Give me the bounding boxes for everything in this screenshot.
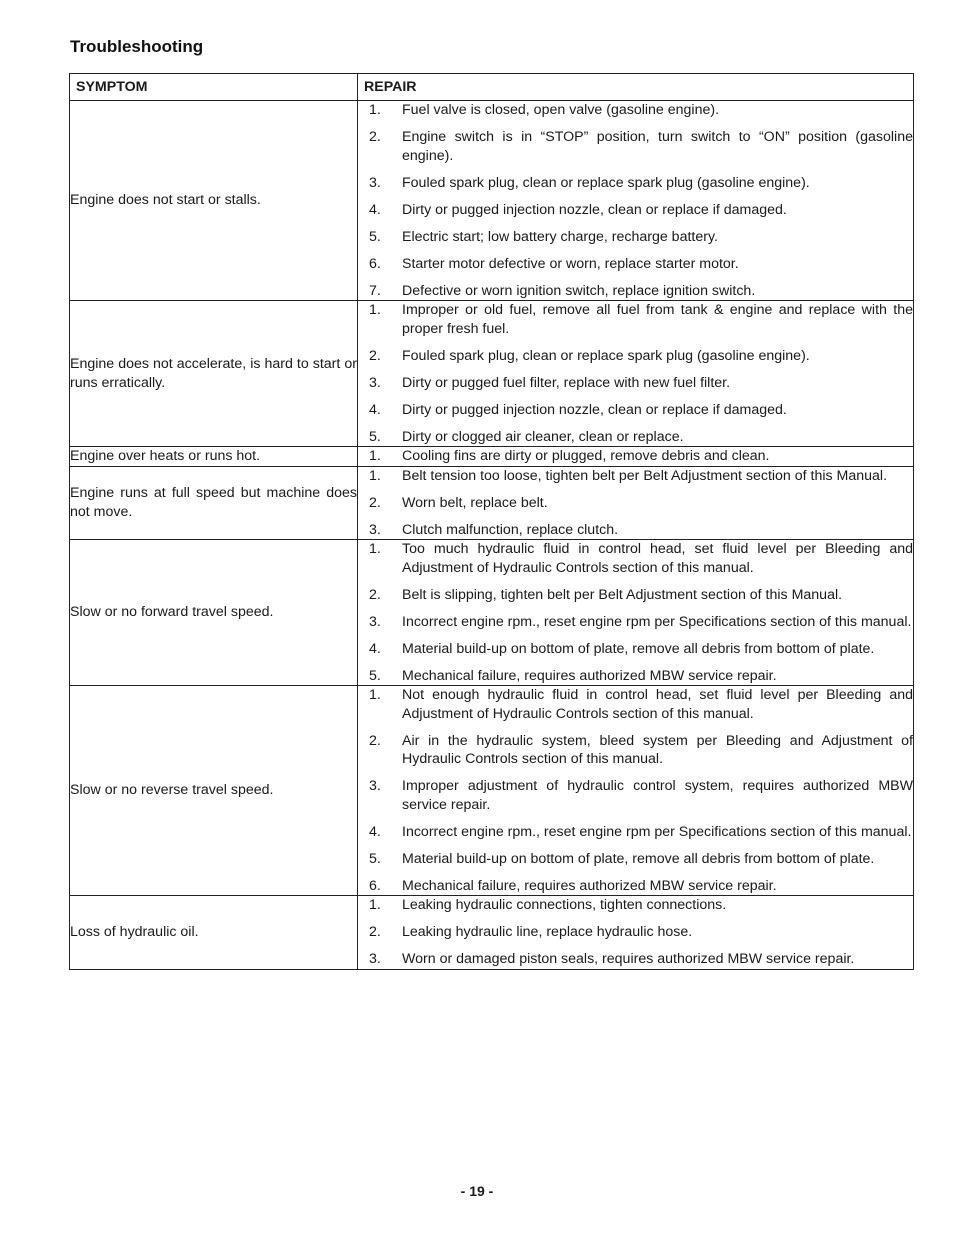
step-number: 1. (369, 897, 381, 913)
repair-step (358, 613, 913, 632)
repair-step (358, 732, 913, 769)
repair-step (358, 923, 913, 942)
step-number: 3. (369, 778, 381, 794)
repair-column-header: REPAIR (358, 74, 914, 101)
repair-step (358, 174, 913, 193)
repair-steps-list (358, 686, 913, 895)
step-text: Belt tension too loose, tighten belt per Belt Adjustment section of this Manual. (402, 467, 888, 484)
repair-steps-list (358, 467, 913, 540)
repair-step (358, 467, 913, 486)
step-number: 1. (369, 448, 381, 464)
repair-step (358, 401, 913, 420)
repair-step (358, 667, 913, 686)
step-text: Air in the hydraulic system, bleed system per Bleeding and Adjustment of Hydraulic Controls section of this manual. (402, 732, 913, 767)
repair-step (358, 447, 913, 466)
step-number: 1. (369, 302, 381, 318)
repair-cell (358, 686, 914, 896)
table-row (70, 686, 914, 896)
step-text: Mechanical failure, requires authorized MBW service repair. (402, 667, 777, 684)
repair-cell (358, 896, 914, 970)
repair-step (358, 640, 913, 659)
symptom-cell: Slow or no reverse travel speed. (70, 686, 358, 896)
step-text: Starter motor defective or worn, replace starter motor. (402, 255, 739, 272)
step-number: 6. (369, 877, 381, 894)
step-text: Leaking hydraulic connections, tighten connections. (402, 897, 727, 913)
symptom-cell: Loss of hydraulic oil. (70, 896, 358, 970)
repair-step (358, 896, 913, 915)
repair-step (358, 347, 913, 366)
repair-step (358, 540, 913, 577)
step-number: 1. (369, 541, 381, 557)
repair-step (358, 101, 913, 120)
step-number: 5. (369, 428, 381, 445)
step-number: 5. (369, 228, 381, 245)
step-text: Material build-up on bottom of plate, remove all debris from bottom of plate. (402, 640, 875, 657)
repair-step (358, 255, 913, 274)
repair-cell (358, 447, 914, 467)
step-number: 4. (369, 640, 381, 657)
page-number: - 19 - (460, 1183, 494, 1199)
step-number: 5. (369, 667, 381, 684)
step-text: Incorrect engine rpm., reset engine rpm per Specifications section of this manual. (402, 823, 912, 840)
repair-step (358, 201, 913, 220)
repair-step (358, 950, 913, 969)
repair-step (358, 128, 913, 165)
step-number: 3. (369, 374, 381, 391)
step-text: Fouled spark plug, clean or replace spark plug (gasoline engine). (402, 174, 810, 191)
step-text: Incorrect engine rpm., reset engine rpm per Specifications section of this manual. (402, 613, 912, 630)
step-number: 1. (369, 102, 381, 118)
step-number: 2. (369, 732, 381, 749)
step-text: Cooling fins are dirty or plugged, remove debris and clean. (402, 448, 770, 464)
table-row (70, 466, 914, 540)
step-text: Belt is slipping, tighten belt per Belt Adjustment section of this Manual. (402, 586, 843, 603)
step-text: Engine switch is in “STOP” position, turn switch to “ON” position (gasoline engine). (402, 129, 913, 164)
repair-steps-list (358, 447, 913, 466)
repair-cell (358, 301, 914, 447)
step-number: 2. (369, 586, 381, 603)
repair-steps-list (358, 301, 913, 446)
repair-step (358, 850, 913, 869)
step-text: Leaking hydraulic line, replace hydraulic hose. (402, 924, 693, 940)
step-number: 7. (369, 282, 381, 299)
repair-step (358, 777, 913, 814)
table-row (70, 540, 914, 686)
table-row (70, 896, 914, 970)
step-text: Defective or worn ignition switch, replace ignition switch. (402, 282, 756, 299)
symptom-cell: Engine does not accelerate, is hard to start or runs erratically. (70, 301, 358, 447)
step-text: Improper adjustment of hydraulic control system, requires authorized MBW service repair. (402, 778, 913, 813)
step-text: Worn or damaged piston seals, requires authorized MBW service repair. (402, 951, 855, 967)
symptom-cell: Engine does not start or stalls. (70, 101, 358, 301)
symptom-column-header: SYMPTOM (70, 74, 358, 101)
repair-step (358, 877, 913, 896)
step-number: 3. (369, 174, 381, 191)
repair-step (358, 428, 913, 447)
step-number: 2. (369, 924, 381, 940)
repair-step (358, 228, 913, 247)
repair-step (358, 494, 913, 513)
step-number: 4. (369, 401, 381, 418)
step-number: 3. (369, 521, 381, 538)
repair-cell (358, 466, 914, 540)
step-number: 2. (369, 347, 381, 364)
step-number: 4. (369, 823, 381, 840)
step-text: Dirty or pugged injection nozzle, clean or replace if damaged. (402, 201, 787, 218)
repair-step (358, 586, 913, 605)
table-header-row (70, 74, 914, 101)
step-text: Clutch malfunction, replace clutch. (402, 521, 619, 538)
step-number: 4. (369, 201, 381, 218)
repair-steps-list (358, 540, 913, 685)
repair-step (358, 521, 913, 540)
step-number: 6. (369, 255, 381, 272)
table-row (70, 447, 914, 467)
step-text: Too much hydraulic fluid in control head, set fluid level per Bleeding and Adjustment of Hydraulic Controls section of this manual. (402, 541, 913, 576)
step-number: 3. (369, 951, 381, 967)
table-row (70, 301, 914, 447)
step-text: Dirty or clogged air cleaner, clean or replace. (402, 428, 684, 445)
repair-steps-list (358, 101, 913, 300)
step-text: Material build-up on bottom of plate, remove all debris from bottom of plate. (402, 850, 875, 867)
step-text: Mechanical failure, requires authorized MBW service repair. (402, 877, 777, 894)
troubleshooting-table (69, 73, 914, 970)
repair-steps-list (358, 896, 913, 969)
page-title: Troubleshooting (70, 37, 204, 56)
step-text: Worn belt, replace belt. (402, 494, 548, 511)
step-number: 1. (369, 467, 381, 484)
repair-cell (358, 540, 914, 686)
repair-step (358, 823, 913, 842)
step-number: 1. (369, 687, 381, 703)
step-number: 5. (369, 850, 381, 867)
symptom-cell: Engine runs at full speed but machine does not move. (70, 466, 358, 540)
table-row (70, 101, 914, 301)
repair-step (358, 282, 913, 301)
step-number: 3. (369, 613, 381, 630)
repair-cell (358, 101, 914, 301)
repair-step (358, 301, 913, 338)
step-text: Electric start; low battery charge, recharge battery. (402, 228, 718, 245)
step-text: Fuel valve is closed, open valve (gasoline engine). (402, 102, 720, 118)
repair-step (358, 374, 913, 393)
symptom-cell: Slow or no forward travel speed. (70, 540, 358, 686)
step-text: Not enough hydraulic fluid in control head, set fluid level per Bleeding and Adjustment of Hydraulic Controls section of this manual. (402, 687, 913, 722)
step-text: Dirty or pugged injection nozzle, clean or replace if damaged. (402, 401, 787, 418)
symptom-cell: Engine over heats or runs hot. (70, 447, 358, 467)
step-number: 2. (369, 494, 381, 511)
step-text: Dirty or pugged fuel filter, replace with new fuel filter. (402, 374, 731, 391)
repair-step (358, 686, 913, 723)
step-text: Improper or old fuel, remove all fuel from tank & engine and replace with the proper fresh fuel. (402, 302, 913, 337)
step-number: 2. (369, 129, 381, 145)
step-text: Fouled spark plug, clean or replace spark plug (gasoline engine). (402, 347, 810, 364)
